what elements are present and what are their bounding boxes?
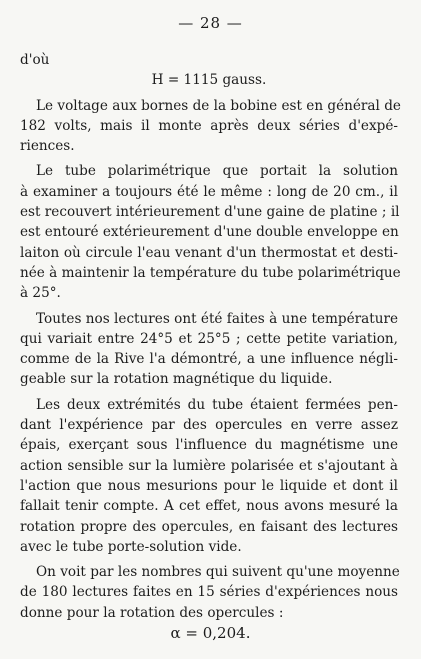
text-line: riences. bbox=[20, 138, 75, 155]
page-number: — 28 — bbox=[178, 14, 243, 32]
text-line: à examiner a toujours été le même : long de 20 cm., il bbox=[20, 183, 398, 200]
text-line: Toutes nos lectures ont été faites à une température bbox=[36, 310, 398, 327]
text-line: rotation propre des opercules, en faisant des lectures bbox=[20, 518, 398, 535]
text-line: de 180 lectures faites en 15 séries d'expériences nous bbox=[20, 584, 398, 601]
text-line: est recouvert intérieurement d'une gaine de platine ; il bbox=[20, 204, 400, 221]
formula-field-strength: H = 1115 gauss. bbox=[151, 72, 267, 89]
text-line: d'où bbox=[20, 52, 50, 68]
text-line: Le voltage aux bornes de la bobine est en général de bbox=[36, 97, 401, 114]
text-line: fallait tenir compte. A cet effet, nous avons mesuré la bbox=[20, 498, 398, 515]
text-line: 182 volts, mais il monte après deux séries d'expé- bbox=[20, 117, 398, 134]
text-line: épais, exerçant sous l'influence du magnétisme une bbox=[20, 437, 398, 454]
formula-alpha: α = 0,204. bbox=[170, 624, 251, 642]
text-line: née à maintenir la température du tube polarimétrique bbox=[20, 264, 401, 281]
text-line: à 25°. bbox=[20, 285, 61, 302]
text-line: geable sur la rotation magnétique du liquide. bbox=[20, 371, 333, 388]
text-line: On voit par les nombres qui suivent qu'une moyenne bbox=[36, 564, 400, 581]
text-line: l'action que nous mesurions pour le liquide et dont il bbox=[20, 477, 398, 494]
text-line: avec le tube porte-solution vide. bbox=[20, 538, 242, 555]
text-line: Les deux extrémités du tube étaient fermées pen- bbox=[36, 396, 398, 413]
text-line: est entouré extérieurement d'une double enveloppe en bbox=[20, 224, 399, 241]
text-line: Le tube polarimétrique que portait la solution bbox=[36, 163, 398, 180]
text-line: donne pour la rotation des opercules : bbox=[20, 604, 284, 621]
text-line: qui variait entre 24°5 et 25°5 ; cette petite variation, bbox=[20, 330, 398, 347]
text-line: laiton où circule l'eau venant d'un thermostat et desti- bbox=[20, 244, 398, 261]
text-line: dant l'expérience par des opercules en verre assez bbox=[20, 417, 398, 434]
text-line: action sensible sur la lumière polarisée et s'ajoutant à bbox=[20, 457, 398, 474]
text-line: comme de la Rive l'a démontré, a une influence négli- bbox=[20, 351, 398, 368]
body-text bbox=[20, 50, 401, 623]
